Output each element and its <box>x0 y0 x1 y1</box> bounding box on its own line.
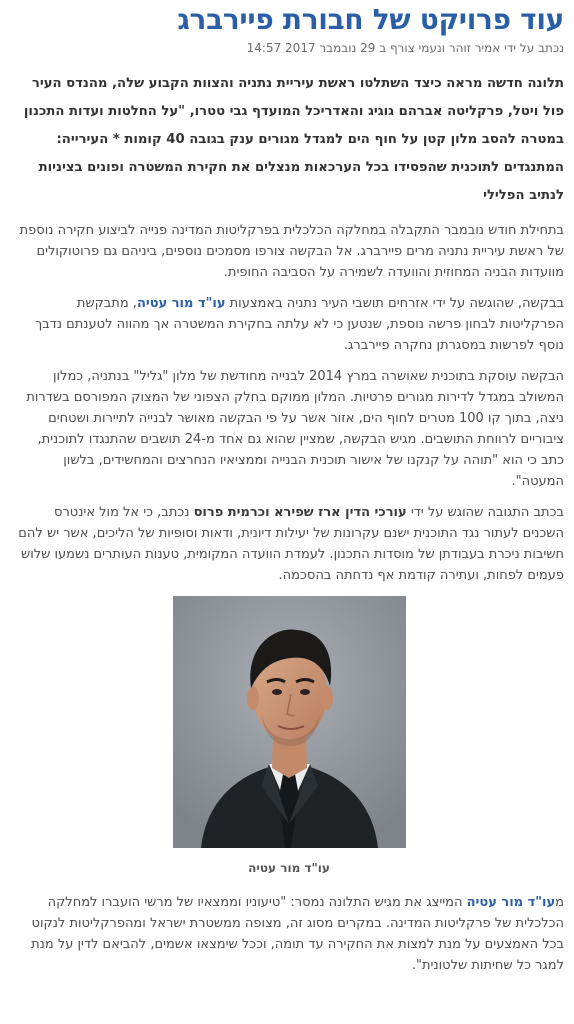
lawyer-link-2[interactable]: עו"ד מור עטיה <box>466 895 556 910</box>
article-byline: נכתב על ידי אמיר זוהר ונעמי צורף ב 29 נובמבר 2017 14:57 <box>246 41 564 55</box>
portrait-photo <box>173 596 406 848</box>
paragraph-1: בתחילת חודש נובמבר התקבלה במחלקה הכלכלית בפרקליטות המדינה פנייה לביצוע חקירה נוספת של ראשת עיריית נתניה מרים פיירברג. אל הבקשה צורפו מסמכים נוספים, ביניהם גם פרוטוקולים מוועדות הבניה המחוזית והוועדה לשמירה על הסביבה החופית. <box>19 223 564 280</box>
paragraph-4-text-start: בכתב התגובה שהוגש על ידי <box>406 505 564 520</box>
paragraph-2-text-end: , מתבקשת הפרקליטות לבחון פרשה נוספת, שנטען כי לא עלתה בחקירת המשטרה אך מהווה לטענתם נדבך נוסף לפרשות במסגרתן נחקרה פיירברג. <box>35 296 564 353</box>
article-title: עוד פרויקט של חבורת פיירברג <box>177 3 564 36</box>
paragraph-4-text-end: נכתב, כי אל מול אינטרס השכנים לעתור נגד התוכנית ישנם עקרונות של יעילות דיונית, ודאות וסופיות של הליכים, אשר יש להם חשיבות ניכרת בעבודתן של מוסדות התכנון. לעמדת הוועדה המקומית, טענות העותרים נשמעו שלוש פעמים לפחות, ועתירה קודמת אף נדחתה בהסכמה. <box>18 505 564 583</box>
paragraph-4 <box>14 502 564 586</box>
paragraph-2-text-start: בבקשה, שהוגשה על ידי אזרחים תושבי העיר נתניה באמצעות <box>225 296 564 311</box>
paragraph-5-text-end: המייצג את מגיש התלונה נמסר: "טיעוניו וממצאיו של מרשי הועברו למחלקה הכלכלית של פרקליטות המדינה. במקרים מסוג זה, מצופה ממשטרת ישראל ומהפרקליטות לנקוט בכל האמצעים על מנת למצות את החקירה עד תומה, וככל שימצאו אשמים, להביאם לדין על מנת למגר כל שחיתות שלטונית". <box>31 895 564 973</box>
paragraph-3: הבקשה עוסקת בתוכנית שאושרה במרץ 2014 לבנייה מחודשת של מלון "גליל" בנתניה, כמלון המשולב במגדל לדירות מגורים פרטיות. המלון ממוקם בחלק הצפוני של המצוק המפורסם בשדרות ניצה, בתוך קו 100 מטרים לחוף הים, אזור אשר על פי הבקשה מאושר לבנייה לתיירות ושטחים ציבוריים לרווחת התושבים. מגיש הבקשה, שמציין שהוא גם אחד מ-24 תושבים שהתנגדו לתוכנית, כתב כי הוא "תוהה על קנקנו של אישור תוכנית הבנייה וממציאיו הנחרצים והמחשידים, בלשון המעטה". <box>26 369 564 489</box>
portrait-illustration <box>173 596 406 848</box>
paragraph-5 <box>14 892 564 976</box>
paragraph-5-text-start: מ <box>555 895 564 910</box>
paragraph-2 <box>14 293 564 356</box>
article-intro: תלונה חדשה מראה כיצד השתלטו ראשת עיריית נתניה והצוות הקבוע שלה, מהנדס העיר פול ויטל, פרקליטה אברהם גוגיג והאדריכל המועדף גבי טטרו, "על החלטות ועדות התכנון במטרה להסב מלון קטן על חוף הים למגדל מגורים ענק בגובה 40 קומות * העירייה: המתנגדים לתוכנית שהפסידו בכל הערכאות מנצלים את חקירת המשטרה ופונים בציניות לנתיב הפלילי <box>23 76 564 203</box>
lawyers-names: עורכי הדין ארז שפירא וכרמית פרוס <box>193 505 407 520</box>
photo-caption: עו"ד מור עטיה <box>248 861 330 875</box>
lawyer-link[interactable]: עו"ד מור עטיה <box>136 296 226 311</box>
